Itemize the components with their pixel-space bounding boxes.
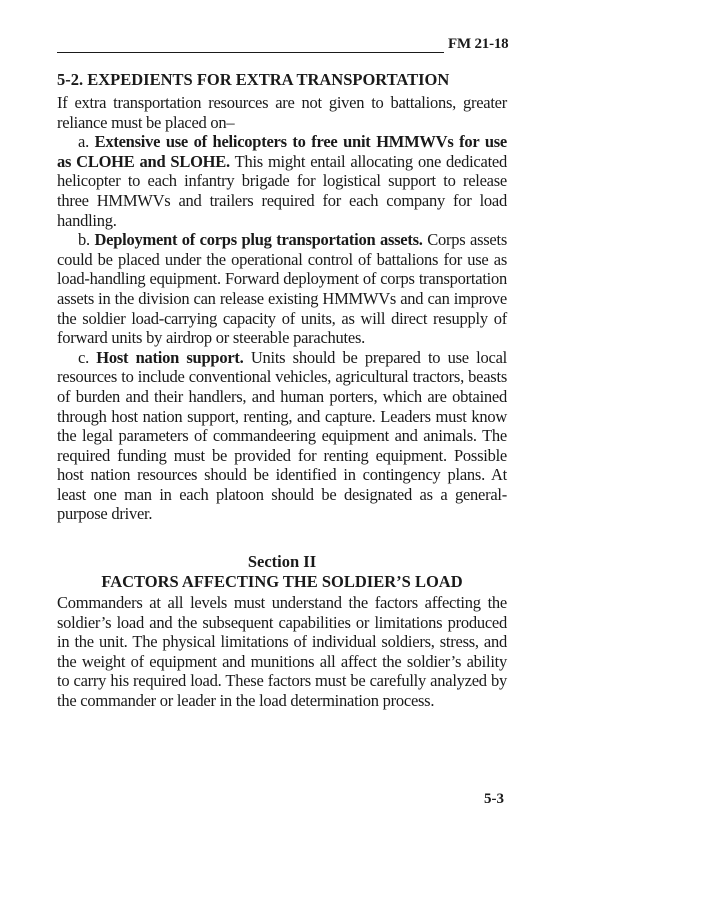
paragraph-c-lead: Host nation support. <box>96 347 244 367</box>
paragraph-b-body: Corps assets could be placed under the operational control of battalions for use as load-handling equipment. Forward deployment of corps transportation assets in the division can release existing HMMWVs and can improve the soldier load-carrying capacity of units, as will direct resupply of forward units by airdrop or steerable parachutes. <box>57 230 508 348</box>
section-title: FACTORS AFFECTING THE SOLDIER’S LOAD <box>101 572 463 592</box>
paragraph-b-marker: b. <box>78 230 90 250</box>
page-content <box>57 70 507 711</box>
paragraph-c-marker: c. <box>78 347 89 367</box>
section-label: Section II <box>247 552 317 572</box>
page-number: 5-3 <box>484 791 504 807</box>
header-rule <box>57 52 444 53</box>
paragraph-a <box>57 132 507 230</box>
section-heading: 5-2. EXPEDIENTS FOR EXTRA TRANSPORTATION <box>57 70 450 89</box>
paragraph-c-body: Units should be prepared to use local resources to include conventional vehicles, agricultural tractors, beasts of burden and their handlers, and human porters, which are obtained through host nation support, renting, and capture. Leaders must know the legal parameters of commandeering equipment and animals. The required funding must be provided for renting equipment. Possible host nation resources should be identified in contingency plans. At least one man in each platoon should be designated as a general-purpose driver. <box>57 347 507 524</box>
document-code: FM 21-18 <box>448 36 509 52</box>
section-intro: If extra transportation resources are not given to battalions, greater reliance must be placed on– <box>57 93 507 132</box>
paragraph-b <box>57 230 507 348</box>
paragraph-b-lead: Deployment of corps plug transportation assets. <box>94 230 423 250</box>
paragraph-a-lead: Extensive use of helicopters to free unit HMMWVs for use as CLOHE and SLOHE. <box>57 132 507 171</box>
section-ii-body: Commanders at all levels must understand the factors affecting the soldier’s load and the subsequent capabilities or limitations produced in the unit. The physical limitations of individual soldiers, stress, and the weight of equipment and munitions all affect the soldier’s ability to carry his required load. These factors must be carefully analyzed by the commander or leader in the load determination process. <box>57 593 507 711</box>
paragraph-a-body: This might entail allocating one dedicated helicopter to each infantry brigade for logistical support to release three HMMWVs and trailers required for each company for load handling. <box>57 151 507 230</box>
paragraph-c <box>57 348 507 524</box>
paragraph-a-marker: a. <box>78 132 89 152</box>
